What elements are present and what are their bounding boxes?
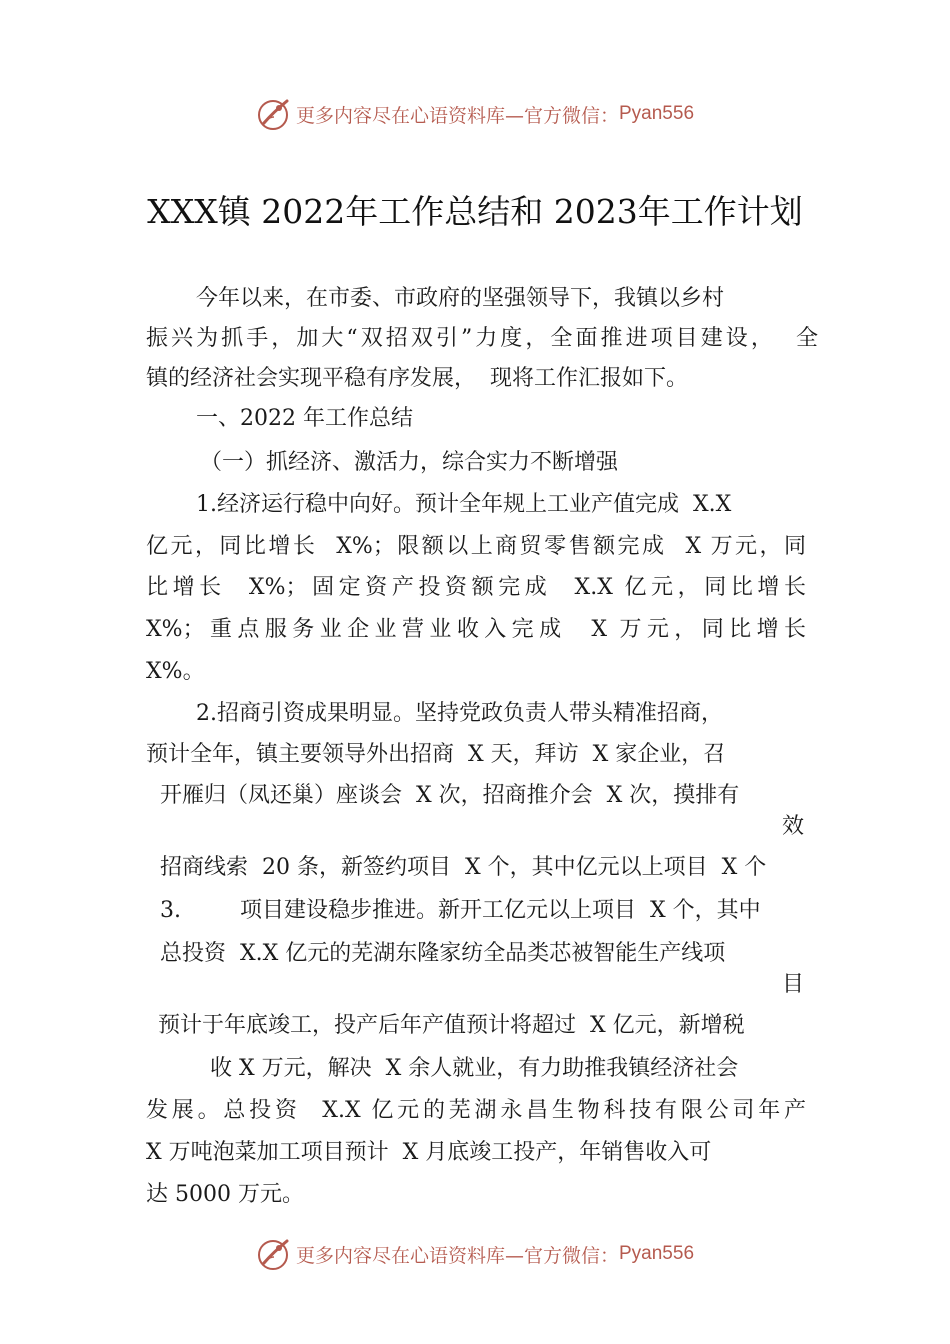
body-line: 3. bbox=[160, 898, 181, 923]
body-line: X%；重点服务业企业营业收入完成 X 万元，同比增长 bbox=[146, 617, 806, 642]
body-line: 招商线索 20 条，新签约项目 X 个，其中亿元以上项目 X 个 bbox=[160, 855, 767, 880]
watermark-text: 更多内容尽在心语资料库—官方微信： bbox=[295, 1244, 619, 1267]
body-line: 效 bbox=[782, 814, 805, 839]
brush-logo-icon bbox=[256, 96, 292, 132]
body-line: 亿元，同比增长 X%；限额以上商贸零售额完成 X 万元，同 bbox=[146, 534, 806, 559]
body-line: X%。 bbox=[146, 659, 205, 684]
subsection-heading: （一）抓经济、激活力，综合实力不断增强 bbox=[200, 450, 619, 475]
watermark-handle: Pyan556 bbox=[619, 103, 695, 124]
body-line: 比增长 X%；固定资产投资额完成 X.X 亿元，同比增长 bbox=[146, 575, 806, 600]
watermark-header bbox=[0, 92, 950, 136]
section-heading: 一、2022 年工作总结 bbox=[196, 406, 413, 431]
brush-logo-icon bbox=[256, 1236, 292, 1272]
body-line: 发展。总投资 X.X 亿元的芜湖永昌生物科技有限公司年产 bbox=[146, 1098, 806, 1123]
document-title: XXX镇 2022年工作总结和 2023年工作计划 bbox=[147, 192, 803, 231]
watermark-handle: Pyan556 bbox=[619, 1243, 695, 1264]
body-line: 收 X 万元，解决 X 余人就业，有力助推我镇经济社会 bbox=[210, 1056, 739, 1081]
body-line: 预计全年，镇主要领导外出招商 X 天，拜访 X 家企业，召 bbox=[146, 742, 726, 767]
body-line: 2.招商引资成果明显。坚持党政负责人带头精准招商， bbox=[196, 701, 723, 726]
body-line: X 万吨泡菜加工项目预计 X 月底竣工投产，年销售收入可 bbox=[146, 1140, 712, 1165]
body-line: 达 5000 万元。 bbox=[146, 1182, 304, 1207]
body-line: 目 bbox=[782, 972, 805, 997]
body-line: 镇的经济社会实现平稳有序发展， 现将工作汇报如下。 bbox=[146, 366, 688, 391]
body-line: 总投资 X.X 亿元的芜湖东隆家纺全品类芯被智能生产线项 bbox=[160, 941, 726, 966]
body-line: 今年以来，在市委、市政府的坚强领导下，我镇以乡村 bbox=[196, 286, 725, 311]
body-line: 项目建设稳步推进。新开工亿元以上项目 X 个，其中 bbox=[240, 898, 761, 923]
body-line: 1.经济运行稳中向好。预计全年规上工业产值完成 X.X bbox=[196, 492, 732, 517]
watermark-footer bbox=[0, 1232, 950, 1276]
body-line: 预计于年底竣工，投产后年产值预计将超过 X 亿元，新增税 bbox=[158, 1013, 745, 1038]
body-line: 开雁归（凤还巢）座谈会 X 次，招商推介会 X 次，摸排有 bbox=[160, 783, 740, 808]
watermark-text: 更多内容尽在心语资料库—官方微信： bbox=[295, 104, 619, 127]
body-line: 振兴为抓手，加大“双招双引”力度，全面推进项目建设， 全 bbox=[146, 326, 818, 351]
